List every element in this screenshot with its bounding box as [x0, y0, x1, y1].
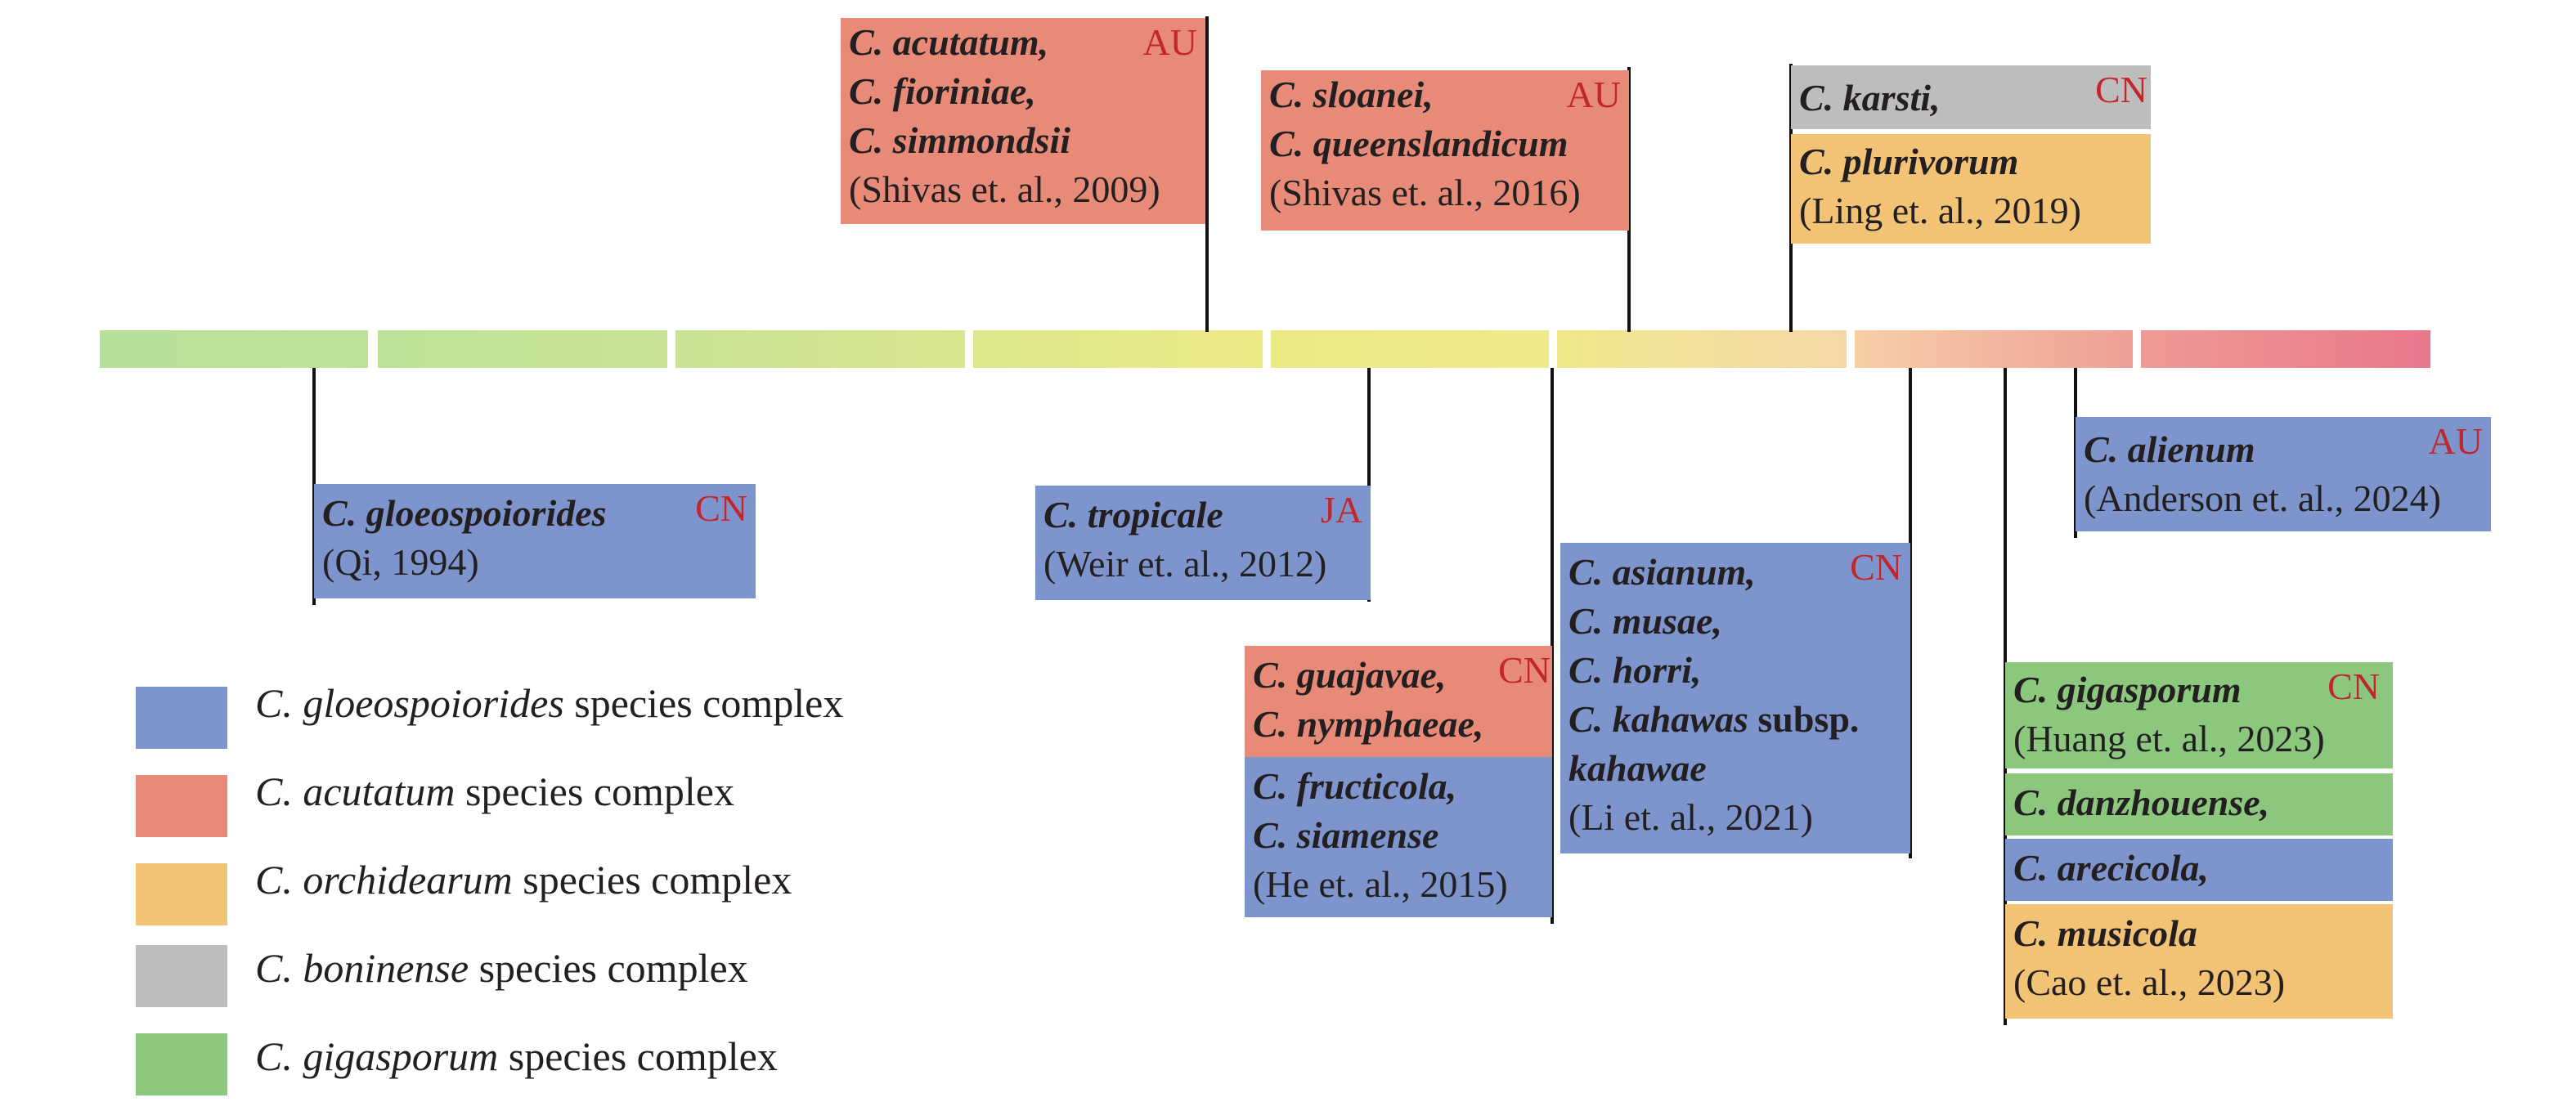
- country-code: AU: [1566, 74, 1621, 115]
- species-name: C. plurivorum: [1799, 141, 2019, 182]
- timeline-segment: [378, 330, 667, 368]
- species-name: C. danzhouense,: [2013, 782, 2270, 823]
- species-name: C. karsti,: [1799, 77, 1941, 119]
- entry-cao-2023-gloeo: [2005, 839, 2393, 901]
- citation: (Anderson et. al., 2024): [2084, 477, 2441, 519]
- citation: (Qi, 1994): [322, 541, 479, 583]
- legend-species: C. acutatum: [255, 768, 456, 814]
- species-name: C. asianum,: [1568, 551, 1756, 593]
- entry-ling-2019-orchidearum: [1791, 134, 2151, 244]
- legend-swatch-boninense: [136, 945, 227, 1007]
- country-code: AU: [1142, 21, 1197, 63]
- legend-label: [255, 1032, 778, 1081]
- timeline-segment: [100, 330, 368, 368]
- species-name: C. arecicola,: [2013, 847, 2209, 889]
- country-code: CN: [1498, 649, 1551, 691]
- citation: (Ling et. al., 2019): [1799, 190, 2081, 231]
- species-name: C. musae,: [1568, 600, 1722, 642]
- country-code: CN: [2327, 665, 2380, 707]
- entry-weir-2012: [1035, 486, 1371, 600]
- species-name: C. horri,: [1568, 649, 1702, 691]
- entry-he-2015-gloeo: [1245, 757, 1552, 917]
- country-code: AU: [2428, 420, 2483, 462]
- species-name: C. gigasporum: [2013, 669, 2242, 710]
- species-name: C. guajavae,: [1253, 654, 1447, 696]
- legend-species: C. gloeospoiorides: [255, 680, 564, 726]
- legend-label: [255, 855, 792, 904]
- timeline-segment: [973, 330, 1263, 368]
- timeline-segment: [1855, 330, 2133, 368]
- legend-species: C. gigasporum: [255, 1033, 499, 1079]
- species-name: C. nymphaeae,: [1253, 703, 1484, 745]
- legend-swatch-gigasporum: [136, 1033, 227, 1095]
- entry-anderson-2024: [2076, 417, 2491, 531]
- species-name: C. alienum: [2084, 428, 2255, 470]
- country-code: JA: [1320, 489, 1362, 531]
- species-name: C. tropicale: [1043, 494, 1223, 535]
- legend-suffix: species complex: [469, 945, 748, 991]
- legend-suffix: species complex: [512, 857, 792, 903]
- legend-suffix: species complex: [563, 680, 844, 726]
- species-name: C. queenslandicum: [1269, 123, 1568, 164]
- legend-species: C. boninense: [255, 945, 469, 991]
- legend-swatch-gloeosporioides: [136, 687, 227, 749]
- legend-label: [255, 679, 843, 728]
- species-name: C. musicola: [2013, 912, 2197, 954]
- entry-shivas-2016: [1261, 70, 1629, 231]
- country-code: CN: [1850, 546, 1902, 588]
- species-name: C. fructicola,: [1253, 765, 1457, 807]
- timeline-segment: [1271, 330, 1549, 368]
- entry-shivas-2009: [841, 18, 1205, 224]
- species-name: C. acutatum,: [849, 21, 1049, 63]
- citation: (Shivas et. al., 2009): [849, 168, 1160, 210]
- species-name: C. kahawas: [1568, 698, 1748, 740]
- timeline-segment: [2141, 330, 2430, 368]
- legend-swatch-orchidearum: [136, 863, 227, 925]
- citation: (Li et. al., 2021): [1568, 796, 1813, 838]
- entry-cao-2023-gigasporum: [2005, 773, 2393, 835]
- legend-swatch-acutatum: [136, 775, 227, 837]
- citation: (He et. al., 2015): [1253, 863, 1508, 905]
- entry-he-2015-acutatum: [1245, 646, 1552, 757]
- entry-qi-1994: [314, 484, 756, 598]
- species-name: C. simmondsii: [849, 119, 1070, 161]
- entry-huang-2023: [2005, 662, 2393, 768]
- country-code: CN: [695, 487, 747, 529]
- citation: (Shivas et. al., 2016): [1269, 172, 1581, 213]
- country-code: CN: [2095, 69, 2147, 110]
- timeline-segment: [1557, 330, 1847, 368]
- citation: (Cao et. al., 2023): [2013, 961, 2286, 1003]
- citation: (Huang et. al., 2023): [2013, 718, 2325, 759]
- species-name: C. siamense: [1253, 814, 1439, 856]
- species-name: C. sloanei,: [1269, 74, 1434, 115]
- connector-line: [1205, 16, 1209, 332]
- species-name: kahawae: [1568, 747, 1707, 789]
- legend-species: C. orchidearum: [255, 857, 513, 903]
- entry-ling-2019-boninense: [1791, 65, 2151, 129]
- legend-label: [255, 767, 734, 816]
- species-name: C. fioriniae,: [849, 70, 1036, 112]
- entry-cao-2023-orchidearum: [2005, 904, 2393, 1019]
- timeline-segment: [675, 330, 965, 368]
- legend-suffix: species complex: [455, 768, 734, 814]
- entry-li-2021: [1560, 543, 1910, 853]
- legend-suffix: species complex: [498, 1033, 778, 1079]
- subsp-label: subsp.: [1748, 698, 1860, 740]
- citation: (Weir et. al., 2012): [1043, 543, 1327, 585]
- legend-label: [255, 943, 748, 992]
- species-name: C. gloeospoiorides: [322, 492, 607, 534]
